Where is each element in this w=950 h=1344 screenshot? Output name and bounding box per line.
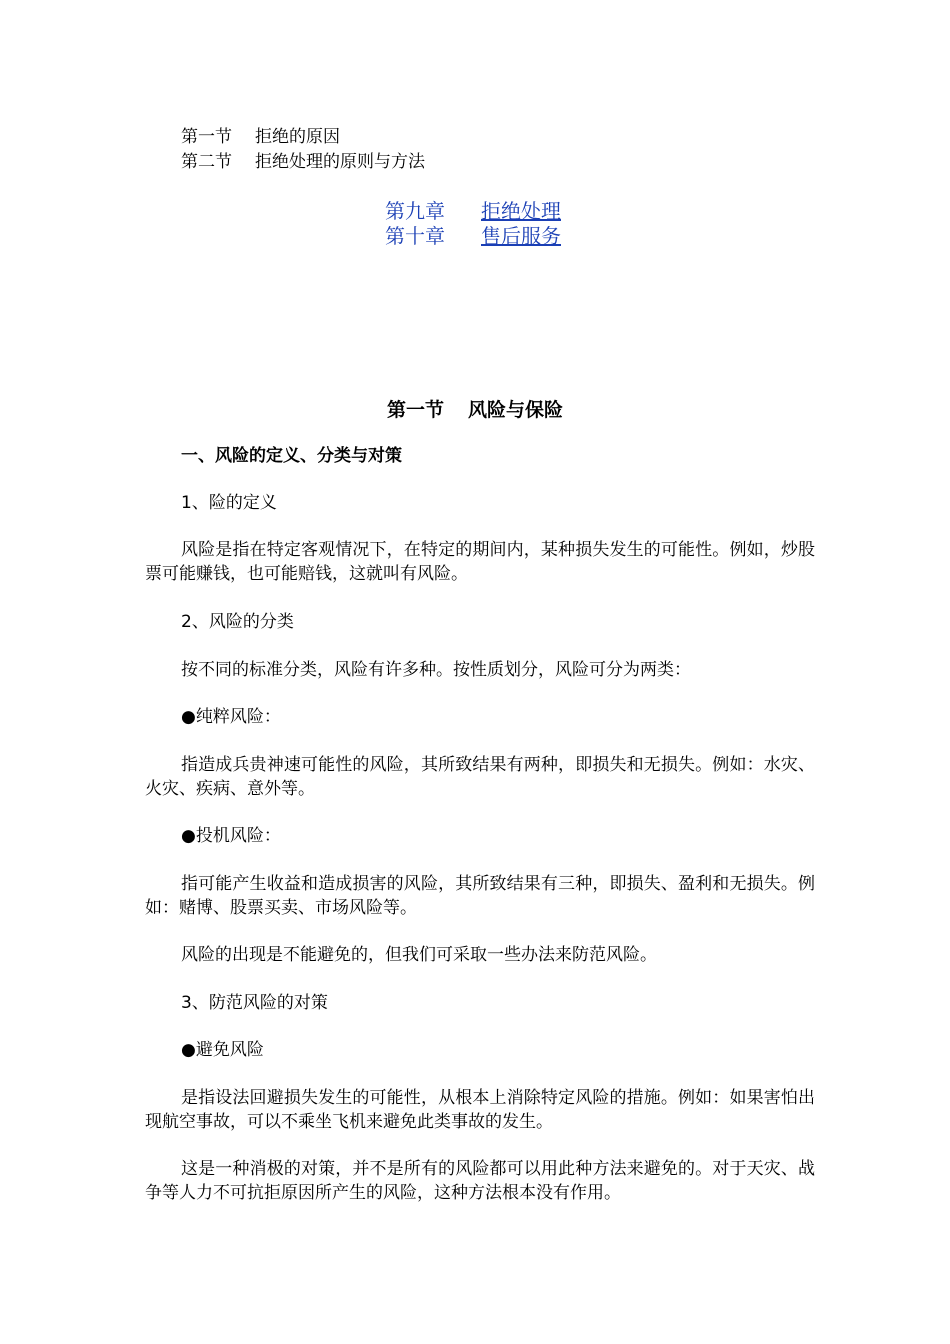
- paragraph-classification: 按不同的标准分类，风险有许多种。按性质划分，风险可分为两类：: [181, 660, 691, 680]
- chapter-number: 第十章: [385, 224, 445, 248]
- chapter-number: 第九章: [385, 199, 445, 223]
- toc-item: [181, 125, 340, 149]
- paragraph-speculative-risk: 指可能产生收益和造成损害的风险，其所致结果有三种，即损失、盈利和无损失。例如：赌博、股票买卖、市场风险等。: [145, 874, 815, 918]
- subheading-classification: 2、风险的分类: [181, 612, 294, 632]
- toc-item-number: 第二节: [181, 152, 232, 172]
- toc-item-title: 拒绝处理的原则与方法: [255, 152, 425, 172]
- chapter-title: 拒绝处理: [481, 199, 561, 223]
- subheading-definition: 1、险的定义: [181, 493, 277, 513]
- subheading-countermeasures: 3、防范风险的对策: [181, 993, 328, 1013]
- toc-item: [181, 150, 425, 174]
- paragraph-avoid-risk: 是指设法回避损失发生的可能性，从根本上消除特定风险的措施。例如：如果害怕出现航空事故，可以不乘坐飞机来避免此类事故的发生。: [145, 1088, 815, 1132]
- section-name: 风险与保险: [468, 399, 564, 421]
- section-title: [0, 397, 950, 423]
- toc-item-title: 拒绝的原因: [255, 127, 340, 147]
- chapter-link-10[interactable]: [385, 223, 561, 249]
- paragraph-passive-measure: 这是一种消极的对策，并不是所有的风险都可以用此种方法来避免的。对于天灾、战争等人力不可抗拒原因所产生的风险，这种方法根本没有作用。: [145, 1159, 815, 1203]
- bullet-speculative-risk: ●投机风险：: [181, 826, 281, 846]
- chapter-link-9[interactable]: [385, 198, 561, 224]
- bullet-pure-risk: ●纯粹风险：: [181, 707, 281, 727]
- bullet-avoid-risk: ●避免风险: [181, 1040, 264, 1060]
- heading: 一、风险的定义、分类与对策: [181, 446, 402, 466]
- paragraph-pure-risk: 指造成兵贵神速可能性的风险，其所致结果有两种，即损失和无损失。例如：水灾、火灾、疾病、意外等。: [145, 755, 815, 799]
- paragraph-unavoidable: 风险的出现是不能避免的，但我们可采取一些办法来防范风险。: [181, 945, 657, 965]
- paragraph-definition: 风险是指在特定客观情况下，在特定的期间内，某种损失发生的可能性。例如，炒股票可能赚钱，也可能赔钱，这就叫有风险。: [145, 540, 815, 584]
- chapter-title: 售后服务: [481, 224, 561, 248]
- toc-item-number: 第一节: [181, 127, 232, 147]
- section-number: 第一节: [386, 399, 444, 421]
